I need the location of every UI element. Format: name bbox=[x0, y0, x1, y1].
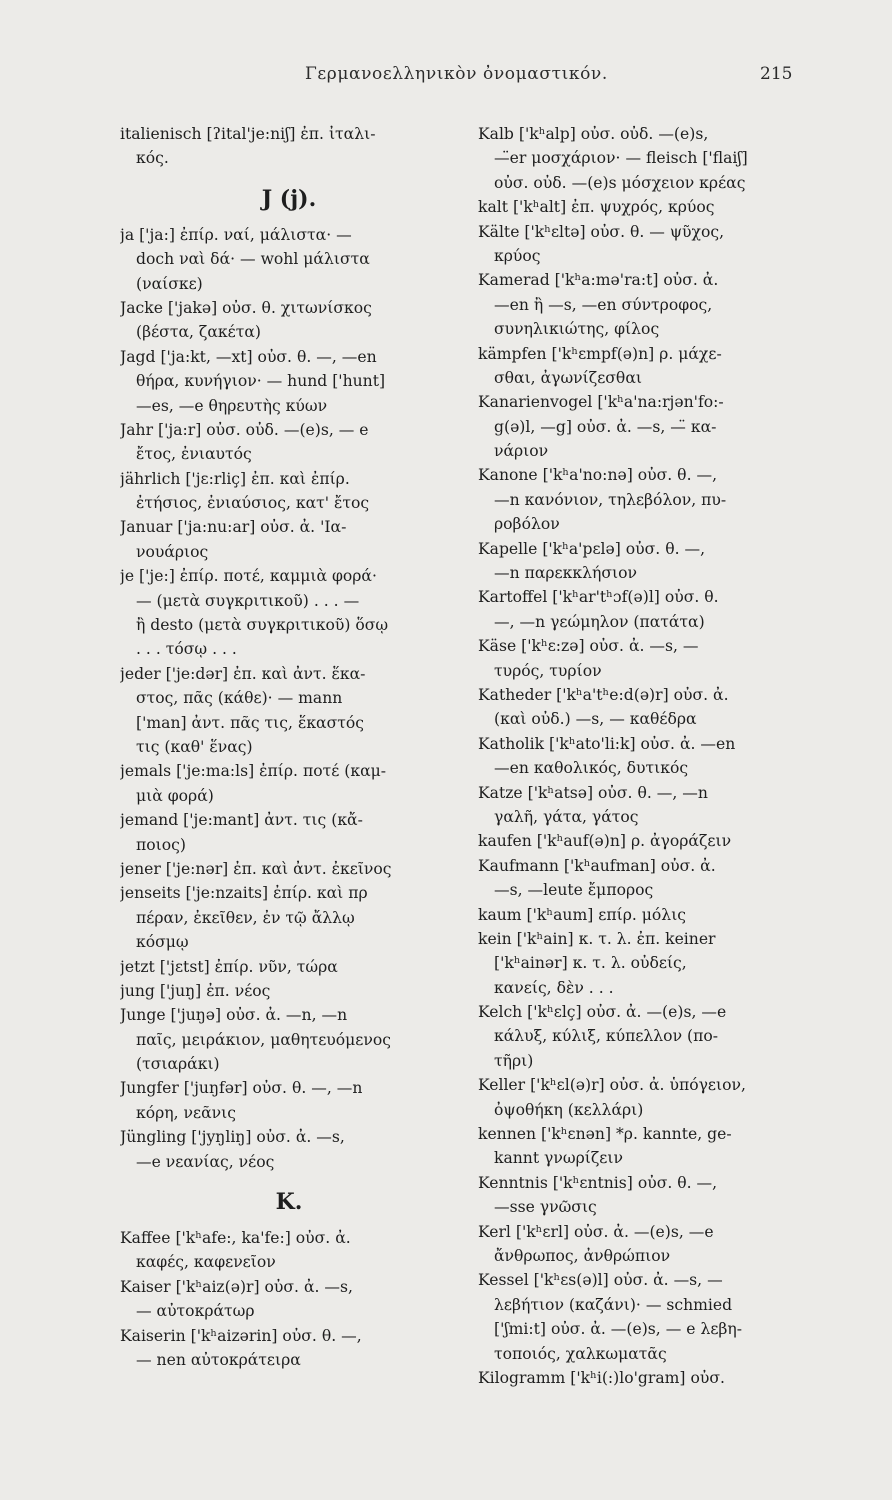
entry-headword-line: Jüngling ['jyŋliŋ] οὐσ. ἀ. —s, bbox=[120, 1128, 345, 1147]
entry-headword-line: italienisch [ʔital'je:niʃ] ἐπ. ἰταλι- bbox=[120, 125, 376, 143]
entry-continuation-line: —en ἢ —s, —en σύντροφος, bbox=[494, 295, 713, 314]
entry-continuation-line: λεβήτιον (καζάνι)· — schmied bbox=[494, 1295, 733, 1314]
entry-continuation-line: . . . τόσῳ . . . bbox=[136, 640, 237, 659]
entry-continuation-line: γαλῆ, γάτα, γάτος bbox=[494, 807, 639, 826]
entry-headword-line: Kelch ['kʰɛlç] οὐσ. ἀ. —(e)s, —e bbox=[478, 1003, 727, 1022]
entry-headword-line: Jacke ['jakə] οὐσ. θ. χιτωνίσκος bbox=[120, 298, 372, 317]
entry-continuation-line: ἔτος, ἐνιαυτός bbox=[136, 445, 252, 464]
entry-continuation-line: τις (καθ' ἕνας) bbox=[136, 737, 253, 756]
entry-continuation-line: ['man] ἀντ. πᾶς τις, ἕκαστός bbox=[136, 713, 364, 732]
entry-continuation-line: (τσιαράκι) bbox=[136, 1055, 220, 1074]
entry-continuation-line: —n κανόνιον, τηλεβόλον, πυ- bbox=[494, 490, 727, 509]
entry-continuation-line: ὀψοθήκη (κελλάρι) bbox=[494, 1100, 644, 1119]
entry-headword-line: Kaufmann ['kʰaufman] οὐσ. ἀ. bbox=[478, 856, 716, 875]
entry-continuation-line: νουάριος bbox=[136, 542, 209, 561]
entry-continuation-line: συνηλικιώτης, φίλος bbox=[494, 320, 660, 339]
entry-continuation-line: —n παρεκκλήσιον bbox=[494, 564, 637, 583]
section-letter-heading: K. bbox=[275, 1189, 303, 1216]
entry-headword-line: jemals ['je:ma:ls] ἐπίρ. ποτέ (καμ- bbox=[120, 762, 387, 781]
entry-continuation-line: τῆρι) bbox=[494, 1051, 534, 1070]
entry-headword-line: Kaiser ['kʰaiz(ə)r] οὐσ. ἀ. —s, bbox=[120, 1277, 353, 1296]
entry-headword-line: Kaffee ['kʰafe:, ka'fe:] οὐσ. ἀ. bbox=[120, 1229, 351, 1248]
section-letter-heading: J (j). bbox=[261, 185, 317, 212]
entry-headword-line: Januar ['ja:nu:ar] οὐσ. ἀ. 'Ια- bbox=[120, 518, 347, 537]
entry-headword-line: jenseits ['je:nzaits] ἐπίρ. καὶ πρ bbox=[120, 884, 368, 903]
entry-continuation-line: doch ναὶ δά· — wohl μάλιστα bbox=[136, 250, 370, 269]
entry-headword-line: kennen ['kʰɛnən] *ρ. kannte, ge- bbox=[478, 1125, 732, 1144]
entry-headword-line: ja ['ja:] ἐπίρ. ναί, μάλιστα· — bbox=[120, 225, 352, 244]
entry-headword-line: kaufen ['kʰauf(ə)n] ρ. ἀγοράζειν bbox=[478, 832, 732, 851]
entry-continuation-line: νάριον bbox=[494, 442, 549, 461]
entry-headword-line: Jahr ['ja:r] οὐσ. οὐδ. —(e)s, — e bbox=[120, 420, 369, 439]
entry-headword-line: Katze ['kʰatsə] οὐσ. θ. —, —n bbox=[478, 783, 708, 802]
entry-continuation-line: ['kʰainər] κ. τ. λ. οὐδείς, bbox=[494, 954, 687, 973]
entry-continuation-line: κόσμῳ bbox=[136, 933, 189, 952]
entry-continuation-line: (καὶ οὐδ.) —s, — καθέδρα bbox=[494, 710, 697, 729]
entry-headword-line: kalt ['kʰalt] ἐπ. ψυχρός, κρύος bbox=[478, 198, 715, 217]
entry-continuation-line: κόρη, νεᾶνις bbox=[136, 1103, 236, 1122]
entry-continuation-line: —̈er μοσχάριον· — fleisch ['flaiʃ] bbox=[494, 149, 748, 168]
entry-headword-line: Kapelle ['kʰa'pɛlə] οὐσ. θ. —, bbox=[478, 539, 706, 558]
entry-continuation-line: kannt γνωρίζειν bbox=[494, 1149, 623, 1168]
entry-continuation-line: θήρα, κυνήγιον· — hund ['hunt] bbox=[136, 372, 386, 391]
entry-headword-line: jener ['je:nər] ἐπ. καὶ ἀντ. ἐκεῖνος bbox=[120, 859, 392, 878]
entry-headword-line: je ['je:] ἐπίρ. ποτέ, καμμιὰ φορά· bbox=[120, 567, 377, 586]
entry-headword-line: Katholik ['kʰato'li:k] οὐσ. ἀ. —en bbox=[478, 734, 736, 753]
entry-continuation-line: — (μετὰ συγκριτικοῦ) . . . — bbox=[136, 591, 360, 610]
entry-headword-line: Junge ['juŋə] οὐσ. ἀ. —n, —n bbox=[120, 1006, 348, 1025]
entry-headword-line: Kilogramm ['kʰi(:)lo'gram] οὐσ. bbox=[478, 1368, 725, 1387]
entry-headword-line: Keller ['kʰɛl(ə)r] οὐσ. ἀ. ὑπόγειον, bbox=[478, 1076, 746, 1095]
entry-headword-line: Käse ['kʰɛ:zə] οὐσ. ἀ. —s, — bbox=[478, 637, 699, 656]
entry-continuation-line: ροβόλον bbox=[494, 515, 560, 534]
entry-headword-line: Kaiserin ['kʰaizərin] οὐσ. θ. —, bbox=[120, 1326, 362, 1345]
entry-continuation-line: —s, —leute ἔμπορος bbox=[494, 881, 654, 900]
entry-continuation-line: ['ʃmi:t] οὐσ. ἀ. —(e)s, — e λεβη- bbox=[494, 1320, 743, 1339]
entry-headword-line: Kälte ['kʰɛltə] οὐσ. θ. — ψῦχος, bbox=[478, 222, 725, 241]
entry-headword-line: Katheder ['kʰa'tʰe:d(ə)r] οὐσ. ἀ. bbox=[478, 685, 729, 704]
entry-continuation-line: παῖς, μειράκιον, μαθητευόμενος bbox=[136, 1030, 391, 1049]
entry-continuation-line: κός. bbox=[136, 149, 169, 168]
entry-continuation-line: — nen αὐτοκράτειρα bbox=[136, 1350, 301, 1369]
entry-headword-line: jung ['juŋ] ἐπ. νέος bbox=[120, 981, 271, 1000]
entry-continuation-line: σθαι, ἀγωνίζεσθαι bbox=[494, 368, 642, 387]
entry-headword-line: jährlich ['jɛ:rliç] ἐπ. καὶ ἐπίρ. bbox=[120, 469, 350, 488]
entry-continuation-line: ἢ desto (μετὰ συγκριτικοῦ) ὅσῳ bbox=[136, 616, 389, 635]
entry-headword-line: Kanarienvogel ['kʰa'na:rjən'fo:- bbox=[478, 393, 724, 412]
entry-headword-line: jeder ['je:dər] ἐπ. καὶ ἀντ. ἕκα- bbox=[120, 664, 366, 683]
entry-headword-line: Kenntnis ['kʰɛntnis] οὐσ. θ. —, bbox=[478, 1173, 718, 1192]
entry-headword-line: Kanone ['kʰa'no:nə] οὐσ. θ. —, bbox=[478, 466, 718, 485]
entry-continuation-line: (ναίσκε) bbox=[136, 274, 203, 293]
entry-continuation-line: ποιος) bbox=[136, 835, 186, 854]
page-title: Γερμανοελληνικὸν ὀνομαστικόν. bbox=[305, 64, 608, 84]
entry-continuation-line: τυρός, τυρίον bbox=[494, 661, 602, 680]
entry-continuation-line: πέραν, ἐκεῖθεν, ἐν τῷ ἄλλῳ bbox=[136, 908, 355, 927]
entry-headword-line: Kessel ['kʰɛs(ə)l] οὐσ. ἀ. —s, — bbox=[478, 1271, 723, 1290]
entry-headword-line: Kalb ['kʰalp] οὐσ. οὐδ. —(e)s, bbox=[478, 125, 709, 143]
entry-headword-line: Kamerad ['kʰa:mə'ra:t] οὐσ. ἀ. bbox=[478, 271, 719, 290]
right-column bbox=[478, 122, 816, 1390]
entry-continuation-line: οὐσ. οὐδ. —(e)s μόσχειον κρέας bbox=[494, 173, 746, 192]
running-head bbox=[0, 64, 892, 94]
entry-continuation-line: — αὐτοκράτωρ bbox=[136, 1302, 255, 1321]
entry-continuation-line: μιὰ φορά) bbox=[136, 786, 214, 805]
entry-continuation-line: —sse γνῶσις bbox=[494, 1198, 597, 1217]
entry-continuation-line: g(ə)l, —g] οὐσ. ἀ. —s, —̈ κα- bbox=[494, 417, 717, 436]
entry-continuation-line: —en καθολικός, δυτικός bbox=[494, 759, 689, 778]
entry-headword-line: jetzt ['jɛtst] ἐπίρ. νῦν, τώρα bbox=[120, 957, 338, 976]
left-column bbox=[120, 122, 458, 1372]
entry-continuation-line: τοποιός, χαλκωματᾶς bbox=[494, 1344, 667, 1363]
entry-continuation-line: ἄνθρωπος, ἀνθρώπιον bbox=[494, 1246, 671, 1265]
entry-continuation-line: —, —n γεώμηλον (πατάτα) bbox=[494, 612, 705, 631]
entry-headword-line: kaum ['kʰaum] επίρ. μόλις bbox=[478, 905, 687, 924]
entry-headword-line: Kartoffel ['kʰar'tʰɔf(ə)l] οὐσ. θ. bbox=[478, 588, 719, 607]
entry-continuation-line: ἐτήσιος, ἐνιαύσιος, κατ' ἔτος bbox=[136, 494, 370, 513]
entry-continuation-line: κάλυξ, κύλιξ, κύπελλον (πο- bbox=[494, 1027, 719, 1046]
entry-headword-line: kein ['kʰain] κ. τ. λ. ἐπ. keiner bbox=[478, 929, 716, 948]
entry-continuation-line: (βέστα, ζακέτα) bbox=[136, 323, 261, 342]
entry-headword-line: Jagd ['ja:kt, —xt] οὐσ. θ. —, —en bbox=[120, 347, 377, 366]
entry-headword-line: Kerl ['kʰɛrl] οὐσ. ἀ. —(e)s, —e bbox=[478, 1222, 714, 1241]
page-number: 215 bbox=[760, 64, 793, 84]
entry-headword-line: kämpfen ['kʰɛmpf(ə)n] ρ. μάχε- bbox=[478, 344, 722, 363]
entry-continuation-line: κανείς, δὲν . . . bbox=[494, 978, 614, 997]
entry-continuation-line: καφές, καφενεῖον bbox=[136, 1253, 276, 1272]
entry-headword-line: jemand ['je:mant] ἀντ. τις (κἄ- bbox=[120, 811, 363, 830]
entry-continuation-line: —es, —e θηρευτὴς κύων bbox=[136, 396, 328, 415]
entry-headword-line: Jungfer ['juŋfər] οὐσ. θ. —, —n bbox=[120, 1079, 363, 1098]
entry-continuation-line: κρύος bbox=[494, 246, 541, 265]
entry-continuation-line: στος, πᾶς (κάθε)· — mann bbox=[136, 689, 343, 708]
entry-continuation-line: —e νεανίας, νέος bbox=[136, 1152, 275, 1171]
